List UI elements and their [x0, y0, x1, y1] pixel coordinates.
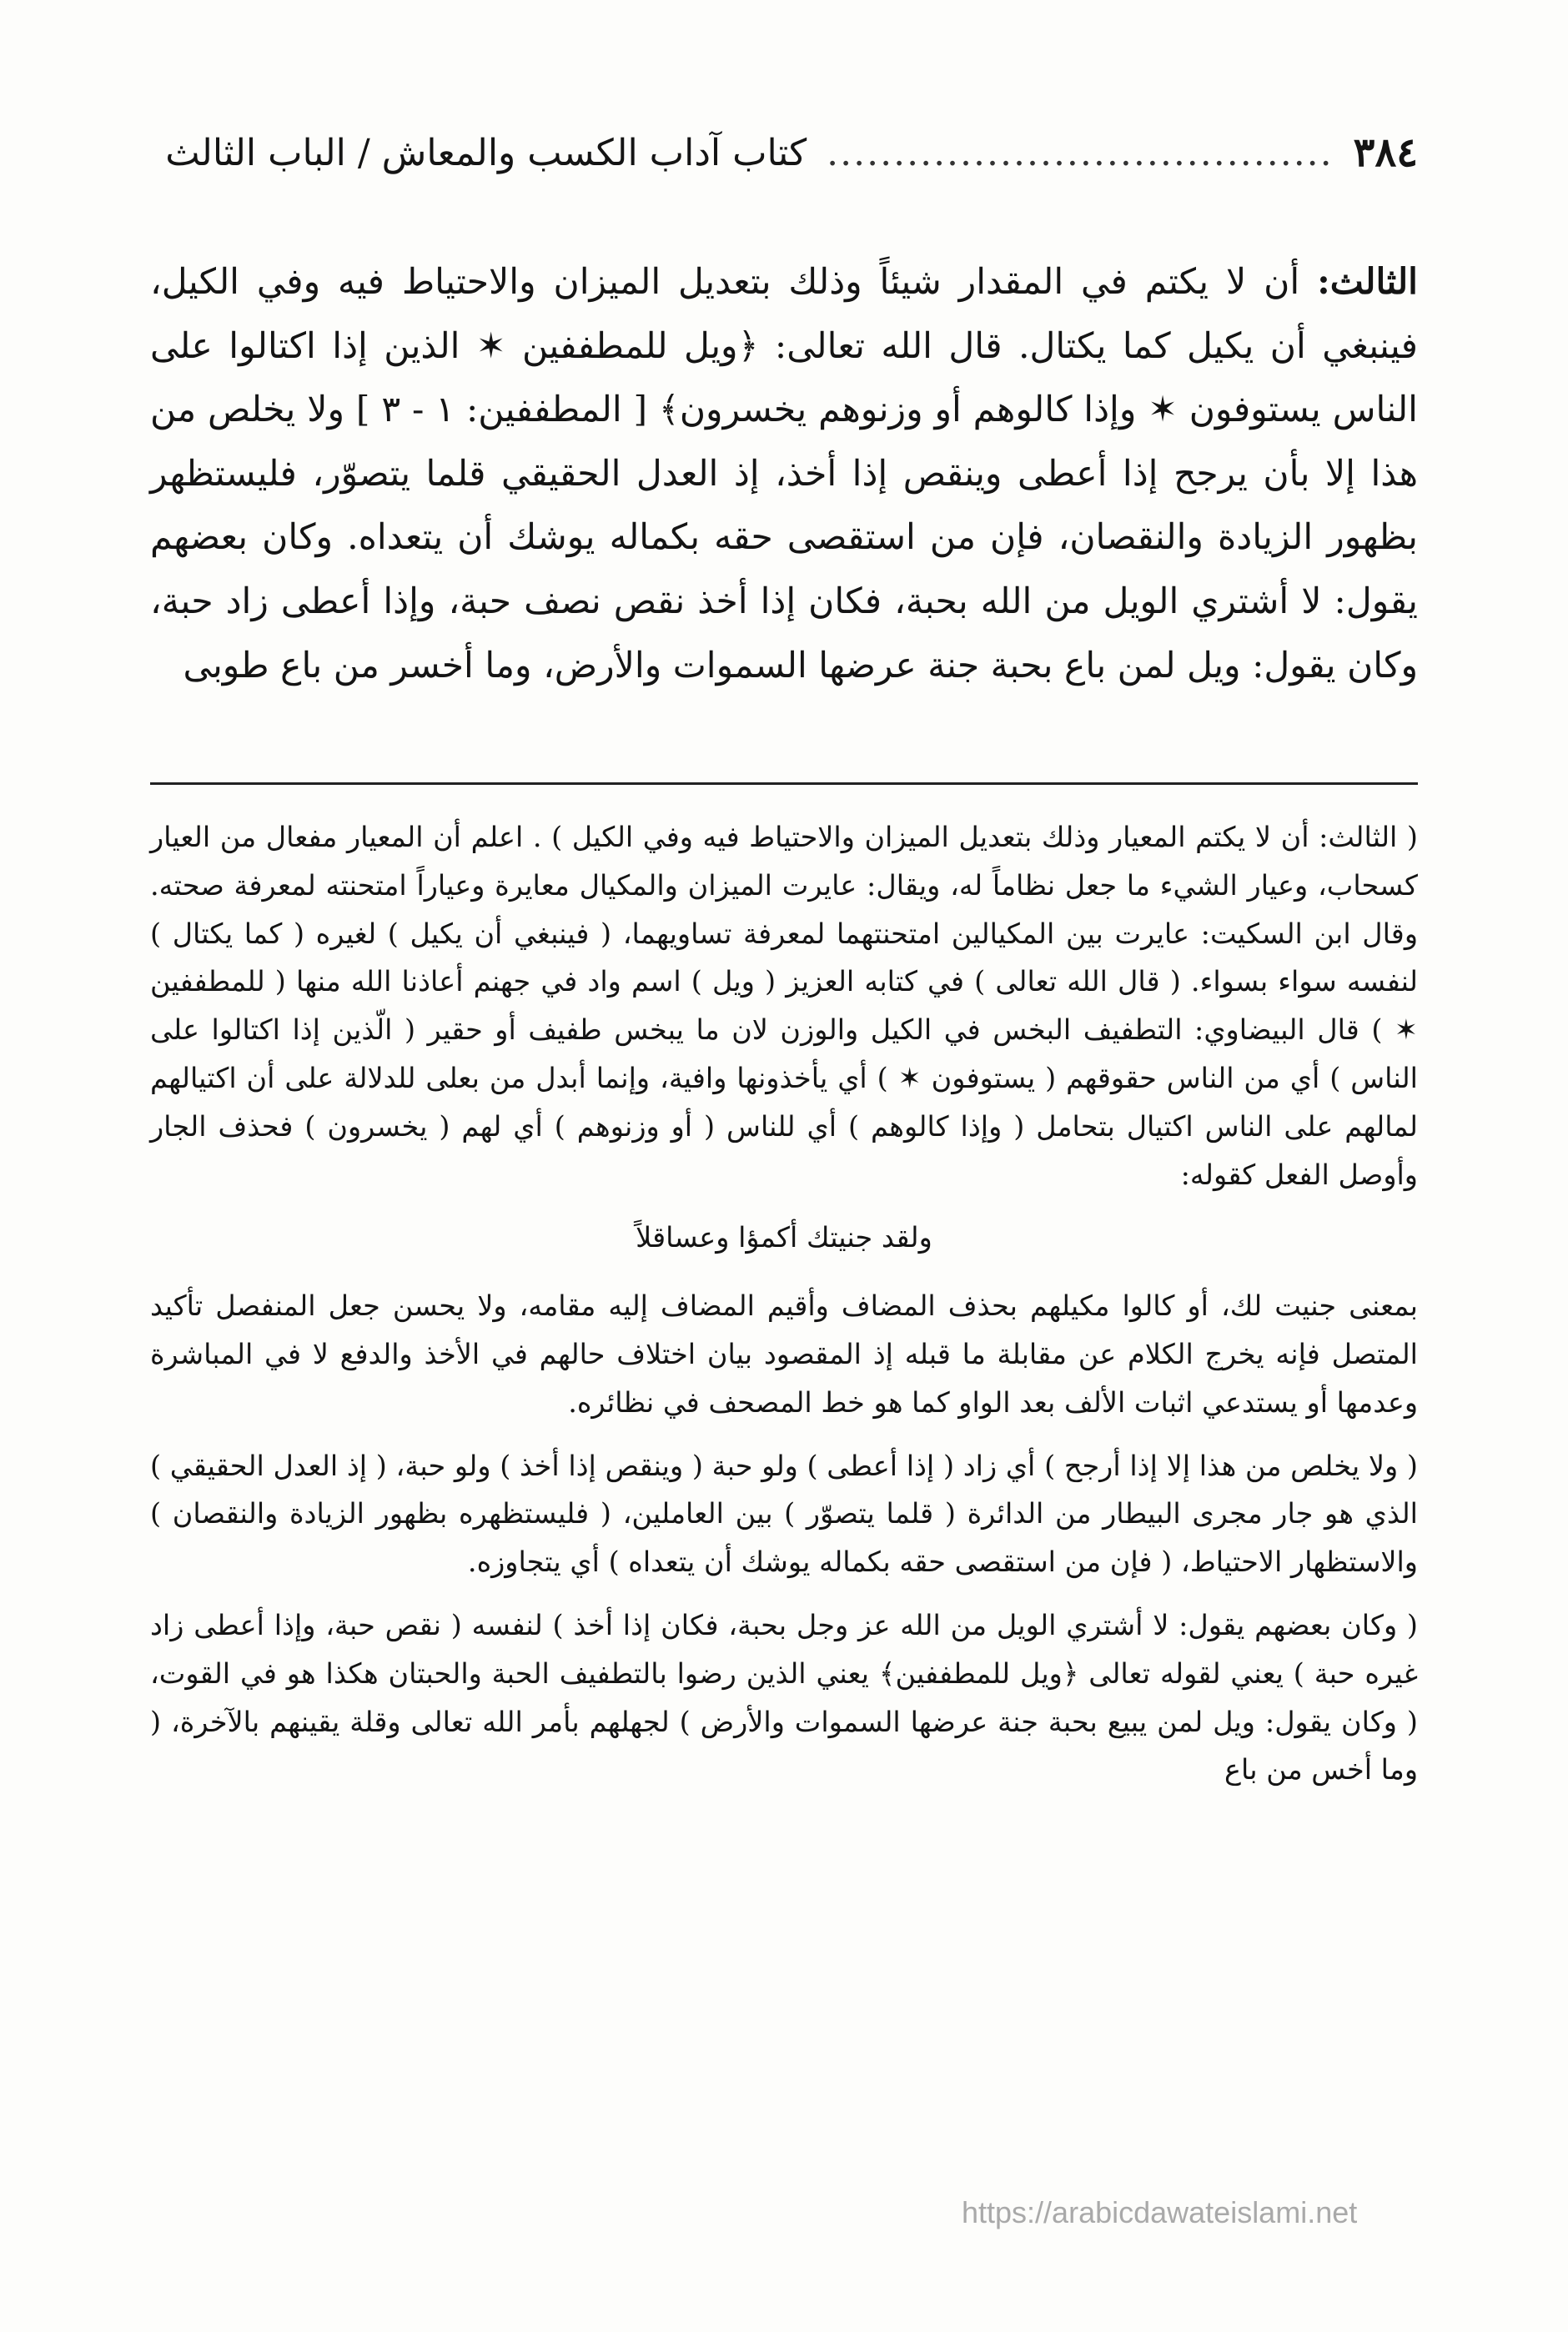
source-watermark: https://arabicdawateislami.net [962, 2195, 1358, 2229]
main-paragraph [150, 250, 1418, 698]
commentary-paragraph: ( وكان بعضهم يقول: لا أشتري الويل من الله عز وجل بحبة، فكان إذا أخذ ) لنفسه ( نقص حبة، وإذا أعطى زاد غيره حبة ) يعني لقوله تعالى ﴿ويل للمطففين﴾ يعني الذين رضوا بالتطفيف الحبة والحبتان هكذا هو في القوت، ( وكان يقول: ويل لمن يبيع بحبة جنة عرضها السموات والأرض ) لجهلهم بأمر الله تعالى وقلة يقينهم بالآخرة، ( وما أخس من باع [150, 1608, 1418, 1787]
commentary-paragraph: بمعنى جنيت لك، أو كالوا مكيلهم بحذف المضاف وأقيم المضاف إليه مقامه، ولا يحسن جعل المنفصل تأكيد المتصل فإنه يخرج الكلام عن مقابلة ما قبله إذ المقصود بيان اختلاف حالهم في الأخذ والدفع لا في المباشرة وعدمها أو يستدعي اثبات الألف بعد الواو كما هو خط المصحف في نظائره. [150, 1289, 1418, 1419]
main-text [150, 250, 1418, 698]
main-lead: الثالث: [1317, 261, 1418, 303]
main-body: أن لا يكتم في المقدار شيئاً وذلك بتعديل الميزان والاحتياط فيه وفي الكيل، فينبغي أن يكيل كما يكتال. قال الله تعالى: ﴿ويل للمطففين ✶ الذين إذا اكتالوا على الناس يستوفون ✶ وإذا كالوهم أو وزنوهم يخسرون﴾ [ المطففين: ١ - ٣ ] ولا يخلص من هذا إلا بأن يرجح إذا أعطى وينقص إذا أخذ، إذ العدل الحقيقي قلما يتصوّر، فليستظهر بظهور الزيادة والنقصان، فإن من استقصى حقه بكماله يوشك أن يتعداه. وكان بعضهم يقول: لا أشتري الويل من الله بحبة، فكان إذا أخذ نقص نصف حبة، وإذا أعطى زاد حبة، وكان يقول: ويل لمن باع بحبة جنة عرضها السموات والأرض، وما أخسر من باع طوبى [150, 262, 1418, 686]
chapter-title: كتاب آداب الكسب والمعاش / الباب الثالث [165, 131, 807, 174]
leader-dots: ...................................... [827, 131, 1334, 174]
commentary-paragraph: ( الثالث: أن لا يكتم المعيار وذلك بتعديل الميزان والاحتياط فيه وفي الكيل ) . اعلم أن المعيار مفعال من العيار كسحاب، وعيار الشيء ما جعل نظاماً له، ويقال: عايرت الميزان والمكيال معايرة وعياراً امتحنته لمعرفة صحته. وقال ابن السكيت: عايرت بين المكيالين امتحنتهما لمعرفة تساويهما، ( فينبغي أن يكيل ) لغيره ( كما يكتال ) لنفسه سواء بسواء. ( قال الله تعالى ) في كتابه العزيز ( ويل ) اسم واد في جهنم أعاذنا الله منها ( للمطففين ✶ ) قال البيضاوي: التطفيف البخس في الكيل والوزن لان ما يبخس طفيف أو حقير ( الّذين إذا اكتالوا على الناس ) أي من الناس حقوقهم ( يستوفون ✶ ) أي يأخذونها وافية، وإنما أبدل من بعلى للدلالة على أن اكتيالهم لمالهم على الناس اكتيال بتحامل ( وإذا كالوهم ) أي للناس ( أو وزنوهم ) أي لهم ( يخسرون ) فحذف الجار وأوصل الفعل كقوله: [150, 821, 1418, 1191]
running-header [150, 123, 1418, 182]
page-number: ٣٨٤ [1353, 129, 1418, 176]
commentary-paragraph: ( ولا يخلص من هذا إلا إذا أرجح ) أي زاد ( إذا أعطى ) ولو حبة ( وينقص إذا أخذ ) ولو حبة، ( إذ العدل الحقيقي ) الذي هو جار مجرى البيطار من الدائرة ( قلما يتصوّر ) بين العاملين، ( فليستظهره بظهور الزيادة والنقصان ) والاستظهار الاحتياط، ( فإن من استقصى حقه بكماله يوشك أن يتعداه ) أي يتجاوزه. [150, 1449, 1418, 1579]
poetry-verse: ولقد جنيتك أكمؤا وعساقلاً [636, 1221, 932, 1254]
commentary [150, 813, 1418, 1809]
separator-rule [150, 782, 1418, 785]
